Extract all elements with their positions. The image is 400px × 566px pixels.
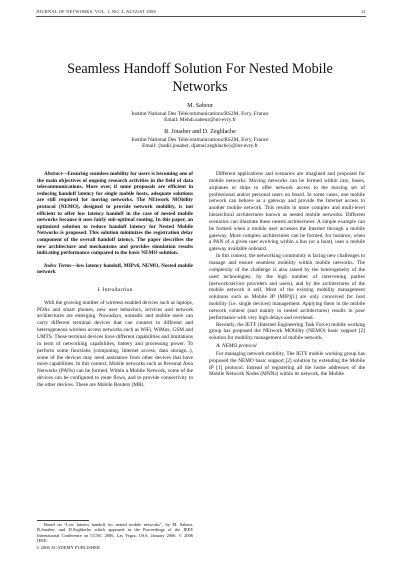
author-email: Email: {badii.jouaber, djamal.zeghlache}@int-evry.fr bbox=[142, 143, 258, 150]
intro-paragraph: With the growing number of wireless enabled devices such as laptops, PDAs and smart phones, new user behaviors, services and network architectures are emerging. Nowadays, nomadic and mobile users can carry different terminal devices that can connect to different and heterogeneous wireless access networks such as WiFi, WiMax, GSM and UMTS. These terminal devices have different capabilities and limitations in term of networking capabilities, battery and processing power. To perform some functions (computing, Internet access, data storage...), some of the devices may need assistance from other devices that have more capabilities. In this context, Mobile networks such as Personal Area Networks (PANs) can be formed. Within a Mobile Network, some of the devices can be configured to route flows, and to provide connectivity to the other devices. These are Mobile Routers (MR). bbox=[37, 299, 193, 388]
author-name: M. Sabeur bbox=[187, 102, 213, 109]
author-affiliation: Institut National Des Télécommunications/RS2M, Evry, France bbox=[131, 136, 269, 143]
title-line-1: Seamless Handoff Solution For Nested Mobile bbox=[67, 61, 333, 77]
body-paragraph: Recently, the IETF (Internet Engineering Task Force) mobile working group has proposed the NEtwork MObility (NEMO) basic support [2] solution for mobility management of mobile network. bbox=[209, 321, 365, 342]
author-name: B. Jouaber and D. Zeghlache bbox=[164, 128, 236, 135]
author-block-2 bbox=[30, 129, 370, 150]
abstract-text: —Ensuring seamless mobility for users is becoming one of the main objectives of ongoing research activities in the field of data telecommunications. More over, if some proposals are efficient in reducing handoff latency for single mobile hosts, adequate solutions are still required for moving networks. The NEtwork MObility protocol (NEMO), designed to provide network mobility, is not efficient to offer low latency handoff in the case of nested mobile networks because it uses fairly sub-optimal routing. In this paper, an optimized solution to reduce handoff latency for Nested Mobile Networks is proposed. This solution minimizes the registration delay component of the overall handoff latency. The paper describes the new architecture and mechanisms and provides simulation results indicating performance compared to the basic NEMO solution. bbox=[37, 171, 193, 257]
body-paragraph: For managing network mobility, The IETF mobile working group has proposed the NEMO basic support [2] solution by extending the Mobile IP [1] protocol. Instead of registering all the home addresses of the Mobile Network Nodes (MNNs) within its network, the Mobile bbox=[209, 350, 365, 378]
abstract-label: Abstract bbox=[44, 171, 63, 177]
author-affiliation: Institut National Des Télécommunications/RS2M, Evry, France bbox=[131, 110, 269, 117]
footnote-rule bbox=[37, 520, 89, 521]
left-column bbox=[37, 171, 193, 389]
copyright-notice: © 2006 ACADEMY PUBLISHER bbox=[36, 545, 100, 550]
title-line-2: Networks bbox=[172, 79, 228, 95]
index-terms-text: —low latency handoff, MIPv6, NEMO, Nested mobile network bbox=[37, 262, 193, 276]
author-email: Email: Mehdi.sabeur@int-evry.fr bbox=[164, 117, 236, 124]
author-block-1 bbox=[30, 103, 370, 124]
right-column bbox=[209, 171, 365, 378]
index-terms bbox=[37, 263, 193, 276]
journal-running-title: JOURNAL OF NETWORKS, VOL. 1, NO. 4, AUGUST 2006 bbox=[36, 9, 156, 14]
body-paragraph: Different applications and scenarios are imagined and proposed for mobile networks. Moving networks can be formed within cars, buses, airplanes or ships to offer network access to the moving set of professional and/or personal users on board. In some cases, one mobile network can behave as a gateway and provide the Internet access to another mobile network. This results in more complex and multi-level hierarchical architectures known as nested mobile networks. Different scenarios can illustrate these nested architectures. A simple example can be formed when a mobile user accesses the Internet through a mobile gateway. More complex architectures can be formed, for instance, when a PAN of a given user evolving within a bus (or a boat), uses a mobile gateway available onboard. bbox=[209, 171, 365, 253]
section-heading-introduction: I. Introduction bbox=[97, 286, 133, 293]
header-rule bbox=[36, 16, 366, 17]
subsection-heading-nemo: A. NEMO protocol bbox=[216, 343, 257, 350]
body-paragraph: In this context, the networking community is facing new challenges to manage and ensure seamless mobility within mobile networks. The complexity of the challenge is also raised by the heterogeneity of the used technologies, by the high number of intervening parties (network/service providers and users), and by the architectures of the mobile network it self. Most of the existing mobility management solutions such as Mobile IP (MIP)[1] are only conceived for host mobility (i.e. single devices) management. Applying them in the mobile network context (and mainly in nested architectures) results in poor performance with very high delays and overhead. bbox=[209, 253, 366, 321]
page-number: 21 bbox=[361, 9, 366, 14]
abstract bbox=[37, 171, 193, 257]
paper-title bbox=[30, 60, 370, 96]
footnote: Based on “Low latency handoff for nested mobile networks”, by M. Sabeur, B.Jouaber, and D.Zeghlache which appeared in the Proceedings of the IEEE International Conference on CCNC 2006, Las Vegas, USA, January 2006. © 2006 IEEE. bbox=[37, 522, 193, 544]
index-terms-label: Index Terms bbox=[44, 262, 72, 269]
